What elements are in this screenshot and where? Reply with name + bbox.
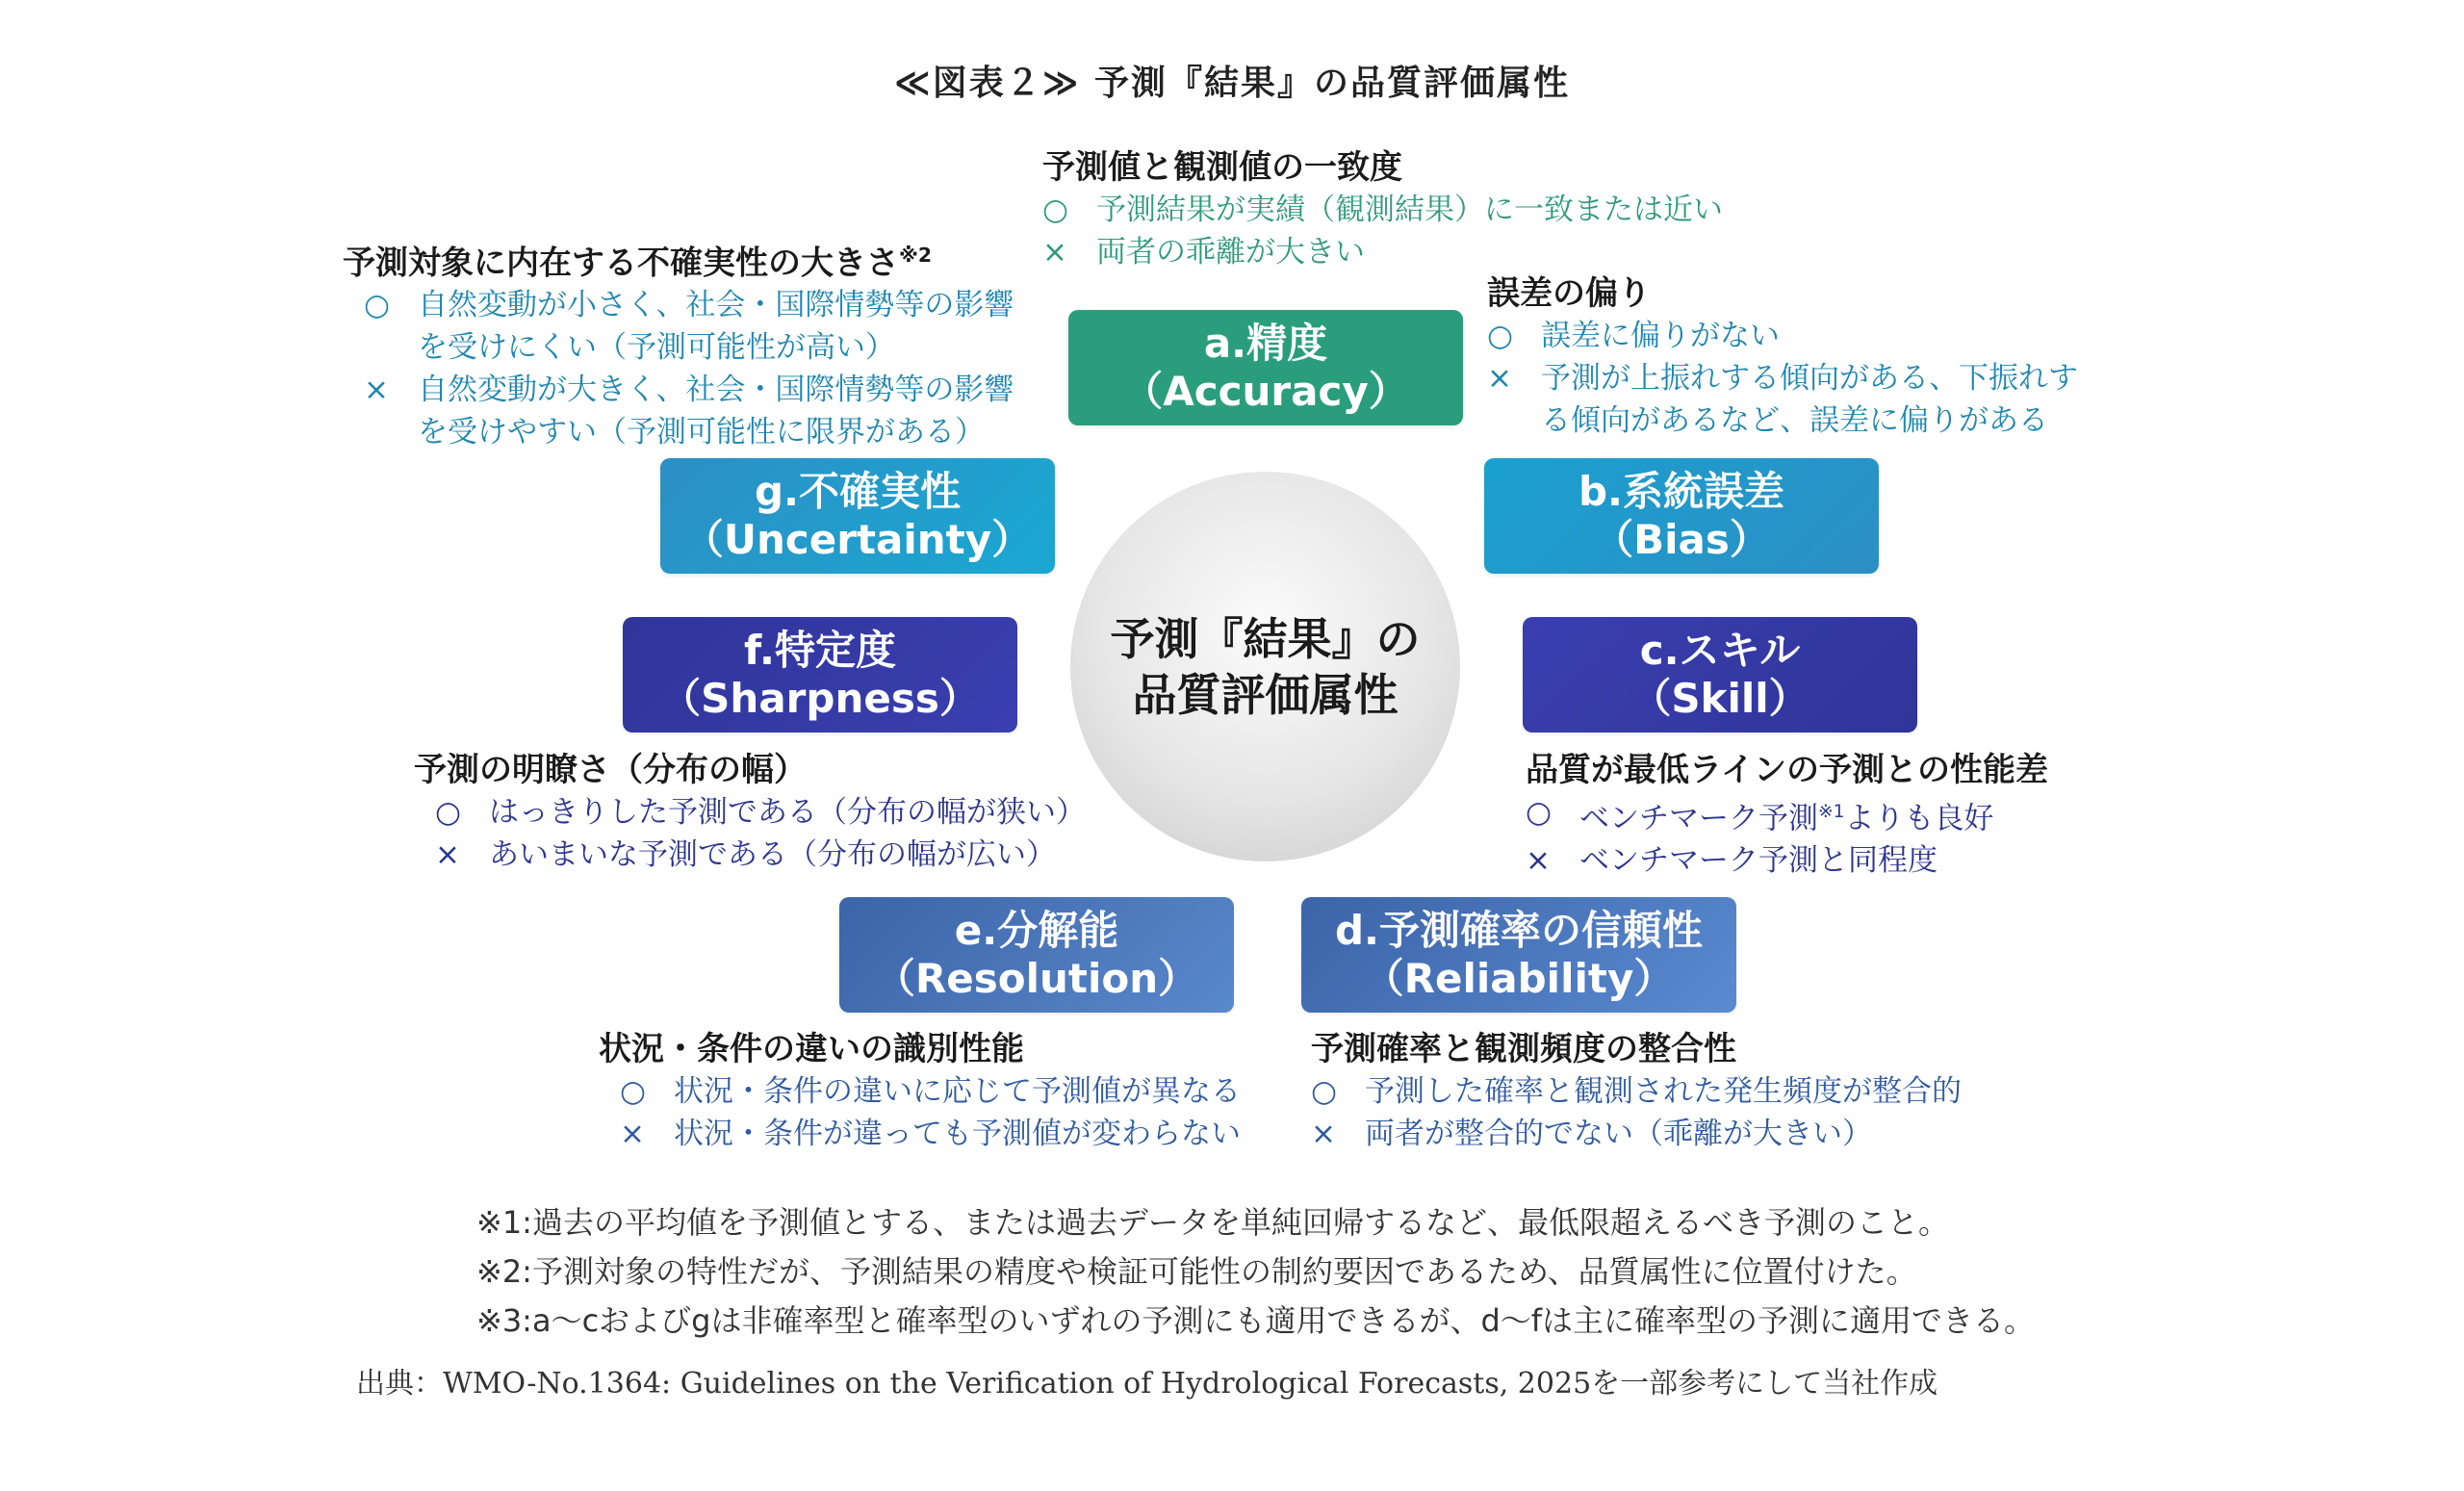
desc-accuracy-heading: 予測値と観測値の一致度 [1042, 148, 1402, 187]
bad-marker: × [435, 837, 460, 872]
box-accuracy-name: a.精度 [1203, 320, 1328, 367]
desc-uncertainty-bad-cont: を受けやすい（予測可能性に限界がある） [418, 415, 985, 450]
desc-resolution [599, 1028, 1241, 1155]
attribute-box-uncertainty [660, 458, 1055, 574]
box-uncertainty-name: g.不確実性 [754, 468, 962, 515]
box-accuracy-en: （Accuracy） [1122, 368, 1409, 415]
center-circle [1070, 472, 1460, 861]
desc-skill [1526, 749, 2048, 882]
attribute-box-bias [1484, 458, 1879, 574]
good-marker: ○ [1042, 193, 1069, 227]
desc-sharpness-bad: × あいまいな予測である（分布の幅が広い） [435, 834, 1086, 876]
box-reliability-name: d.予測確率の信頼性 [1334, 907, 1704, 954]
bad-marker: × [1311, 1117, 1336, 1151]
desc-accuracy-good: ○ 予測結果が実績（観測結果）に一致または近い [1042, 189, 1723, 231]
desc-resolution-bad: × 状況・条件が違っても予測値が変わらない [620, 1113, 1241, 1155]
footnote-1: ※1:過去の平均値を予測値とする、または過去データを単純回帰するなど、最低限超えるべき予測のこと。 [476, 1204, 1949, 1241]
desc-reliability-bad: × 両者が整合的でない（乖離が大きい） [1311, 1113, 1962, 1155]
desc-bias-bad: × 予測が上振れする傾向がある、下振れす [1487, 357, 2078, 399]
desc-uncertainty [343, 234, 1014, 453]
desc-resolution-good: ○ 状況・条件の違いに応じて予測値が異なる [620, 1070, 1241, 1113]
desc-bias [1487, 272, 2078, 442]
desc-accuracy-bad: × 両者の乖離が大きい [1042, 231, 1723, 273]
box-sharpness-name: f.特定度 [744, 627, 896, 674]
box-bias-en: （Bias） [1593, 516, 1770, 563]
desc-uncertainty-bad: × 自然変動が大きく、社会・国際情勢等の影響 [364, 369, 1014, 411]
center-label-line1: 予測『結果』の [1110, 612, 1421, 665]
box-reliability-en: （Reliability） [1363, 955, 1675, 1002]
bad-marker: × [1526, 843, 1551, 879]
figure-title: ≪図表２≫ 予測『結果』の品質評価属性 [894, 64, 1570, 103]
desc-skill-heading: 品質が最低ラインの予測との性能差 [1526, 751, 2048, 789]
good-marker: ○ [1526, 795, 1553, 830]
footnote-3: ※3:a～cおよびgは非確率型と確率型のいずれの予測にも適用できるが、d～fは主に確率型の予測に適用できる。 [476, 1302, 2036, 1339]
desc-skill-bad: × ベンチマーク予測と同程度 [1526, 839, 2048, 882]
desc-accuracy [1042, 146, 1723, 273]
bad-marker: × [1487, 361, 1512, 396]
good-marker: ○ [620, 1074, 647, 1109]
box-resolution-name: e.分解能 [954, 907, 1119, 954]
desc-reliability-heading: 予測確率と観測頻度の整合性 [1311, 1030, 1736, 1068]
box-skill-en: （Skill） [1630, 675, 1810, 722]
good-marker: ○ [1487, 319, 1514, 353]
bad-marker: × [620, 1117, 645, 1151]
attribute-box-reliability [1301, 897, 1736, 1013]
box-bias-name: b.系統誤差 [1578, 468, 1785, 515]
desc-resolution-heading: 状況・条件の違いの識別性能 [599, 1030, 1024, 1068]
bad-marker: × [364, 373, 389, 408]
good-marker: ○ [1311, 1074, 1338, 1109]
desc-bias-bad-cont: る傾向があるなど、誤差に偏りがある [1541, 403, 2048, 438]
box-skill-name: c.スキル [1639, 627, 1801, 674]
desc-sharpness [414, 749, 1086, 876]
good-marker: ○ [364, 288, 391, 323]
desc-uncertainty-heading: 予測対象に内在する不確実性の大きさ$^{※2}$ [343, 244, 933, 283]
footnote-2: ※2:予測対象の特性だが、予測結果の精度や検証可能性の制約要因であるため、品質属性に位置付けた。 [476, 1253, 1917, 1290]
box-sharpness-en: （Sharpness） [660, 675, 980, 722]
desc-skill-good: ○ ベンチマーク予測$^{※1}$よりも良好 [1526, 791, 2048, 839]
attribute-box-skill [1523, 617, 1917, 733]
desc-uncertainty-good: ○ 自然変動が小さく、社会・国際情勢等の影響 [364, 284, 1014, 326]
desc-bias-heading: 誤差の偏り [1487, 274, 1651, 313]
good-marker: ○ [435, 795, 462, 830]
desc-reliability [1311, 1028, 1962, 1155]
box-resolution-en: （Resolution） [874, 955, 1199, 1002]
attribute-box-sharpness [623, 617, 1017, 733]
center-label-line2: 品質評価属性 [1132, 668, 1399, 721]
box-uncertainty-en: （Uncertainty） [682, 516, 1033, 563]
desc-sharpness-good: ○ はっきりした予測である（分布の幅が狭い） [435, 791, 1086, 834]
attribute-box-resolution [839, 897, 1234, 1013]
desc-bias-good: ○ 誤差に偏りがない [1487, 315, 2078, 357]
desc-reliability-good: ○ 予測した確率と観測された発生頻度が整合的 [1311, 1070, 1962, 1113]
bad-marker: × [1042, 235, 1067, 270]
source-citation: 出典：WMO-No.1364: Guidelines on the Verification of Hydrological Forecasts, 2025を一部参考にして当社作成 [356, 1367, 1938, 1401]
desc-sharpness-heading: 予測の明瞭さ（分布の幅） [414, 751, 807, 789]
desc-uncertainty-good-cont: を受けにくい（予測可能性が高い） [418, 330, 895, 366]
attribute-box-accuracy [1068, 310, 1463, 425]
